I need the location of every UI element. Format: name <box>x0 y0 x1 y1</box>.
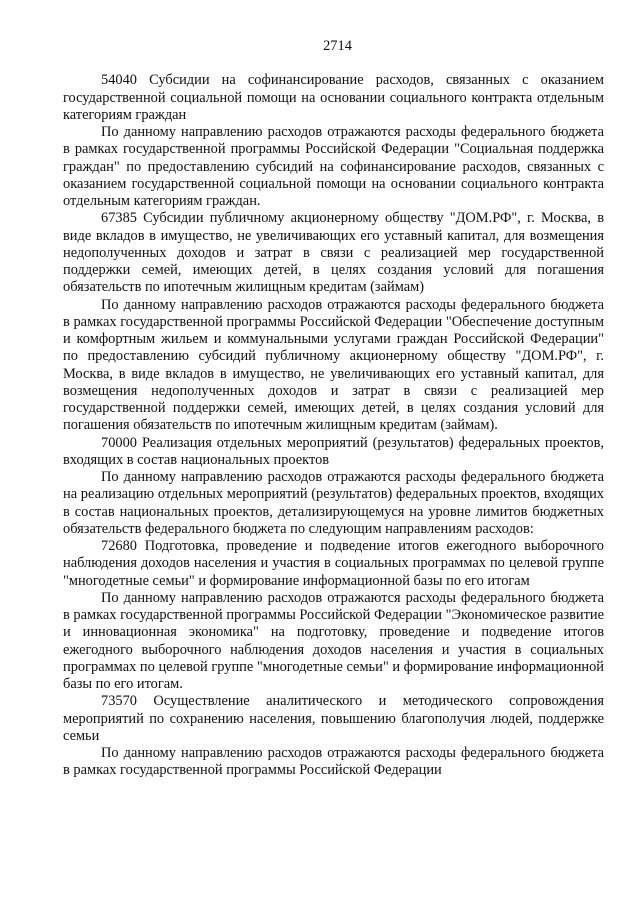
paragraph-code-70000-description: По данному направлению расходов отражаются расходы федерального бюджета на реализацию отдельных мероприятий (результатов) федеральных проектов, входящих в состав национальных проектов, детализирующемуся на уровне лимитов бюджетных обязательств федерального бюджета по следующим направлениям расходов: <box>63 469 604 537</box>
page-number: 2714 <box>323 38 352 54</box>
paragraph-code-67385-description: По данному направлению расходов отражаются расходы федерального бюджета в рамках государственной программы Российской Федерации "Обеспечение доступным и комфортным жильем и коммунальными услугами граждан Российской Федерации" по предоставлению субсидий публичному акционерному обществу "ДОМ.РФ", г. Москва, в виде вкладов в имущество, не увеличивающих его уставный капитал, для возмещения недополученных доходов и затрат в связи с реализацией мер государственной поддержки семей, имеющих детей, в целях создания условий для погашения обязательств по ипотечным жилищным кредитам (займам). <box>63 296 604 434</box>
paragraph-code-73570-heading: 73570 Осуществление аналитического и методического сопровождения мероприятий по сохранению населения, повышению благополучия людей, поддержке семьи <box>63 693 604 744</box>
paragraph-code-70000-heading: 70000 Реализация отдельных мероприятий (результатов) федеральных проектов, входящих в состав национальных проектов <box>63 434 604 468</box>
paragraph-code-72680-description: По данному направлению расходов отражаются расходы федерального бюджета в рамках государственной программы Российской Федерации "Экономическое развитие и инновационная экономика" на подготовку, проведение и подведение итогов ежегодного выборочного наблюдения доходов населения и участия в социальных программах по целевой группе "многодетные семьи" и формирование информационной базы по его итогам. <box>63 589 604 692</box>
paragraph-code-54040-description: По данному направлению расходов отражаются расходы федерального бюджета в рамках государственной программы Российской Федерации "Социальная поддержка граждан" по предоставлению субсидий на софинансирование расходов, связанных с оказанием государственной социальной помощи на основании социального контракта отдельным категориям граждан. <box>63 124 604 209</box>
paragraph-code-67385-heading: 67385 Субсидии публичному акционерному обществу "ДОМ.РФ", г. Москва, в виде вкладов в имущество, не увеличивающих его уставный капитал, для возмещения недополученных доходов и затрат в связи с реализацией мер государственной поддержки семей, имеющих детей, в целях создания условий для погашения обязательств по ипотечным жилищным кредитам (займам) <box>63 210 604 296</box>
paragraph-code-73570-description: По данному направлению расходов отражаются расходы федерального бюджета в рамках государственной программы Российской Федерации <box>63 745 604 779</box>
paragraph-code-54040-heading: 54040 Субсидии на софинансирование расходов, связанных с оказанием государственной социальной помощи на основании социального контракта отдельным категориям граждан <box>63 72 604 123</box>
paragraph-code-72680-heading: 72680 Подготовка, проведение и подведение итогов ежегодного выборочного наблюдения доходов населения и участия в социальных программах по целевой группе "многодетные семьи" и формирование информационной базы по его итогам <box>63 538 604 589</box>
